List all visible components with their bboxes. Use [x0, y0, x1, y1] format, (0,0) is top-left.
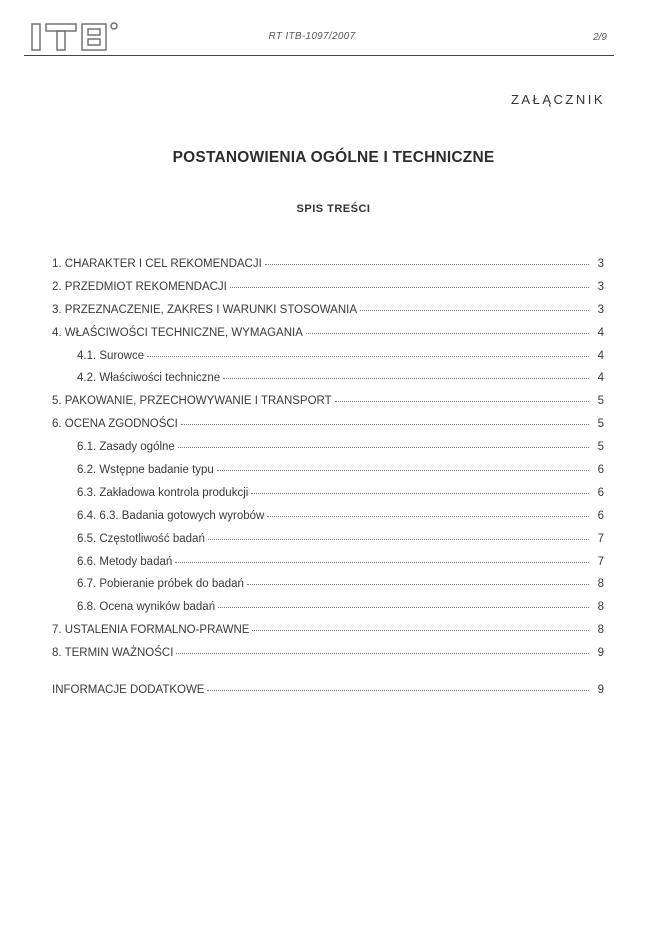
toc-leader — [176, 652, 589, 654]
toc-leader — [306, 332, 589, 334]
document-reference: RT ITB-1097/2007 — [268, 31, 356, 42]
toc-entry — [52, 304, 604, 327]
toc-entry — [52, 395, 604, 418]
toc-entry-title: 8. TERMIN WAŻNOŚCI — [52, 647, 174, 660]
toc-entry-page: 3 — [597, 258, 604, 270]
toc-entry-page: 8 — [597, 624, 604, 637]
toc-leader — [265, 263, 589, 265]
toc-entry-page: 3 — [597, 303, 604, 316]
annex-label: ZAŁĄCZNIK — [510, 92, 605, 107]
toc-entry-title: 4.2. Właściwości techniczne — [77, 372, 221, 385]
toc-entry-page: 6 — [597, 509, 604, 522]
toc-entry-page: 5 — [597, 395, 604, 408]
toc-entry — [52, 258, 604, 281]
toc-entry-title: 6.3. Zakładowa kontrola produkcji — [77, 486, 249, 499]
toc-entry-title: 4. WŁAŚCIWOŚCI TECHNICZNE, WYMAGANIA — [52, 326, 303, 339]
toc-leader — [223, 377, 589, 379]
toc-entry-title: 6.8. Ocena wyników badań — [77, 601, 216, 614]
toc-entry-page: 6 — [597, 464, 604, 477]
toc-entry-page: 5 — [597, 418, 604, 431]
toc-leader — [217, 469, 589, 471]
toc-entry — [52, 624, 604, 647]
toc-subentry — [52, 510, 604, 533]
toc-entry-page: 7 — [597, 555, 604, 568]
toc-subentry — [52, 533, 604, 556]
toc-entry-title: 6.5. Częstotliwość badań — [77, 532, 205, 545]
toc-entry-title: 6.7. Pobieranie próbek do badań — [77, 578, 244, 591]
toc-leader — [181, 423, 589, 425]
toc-entry-page: 4 — [597, 349, 604, 362]
toc-entry — [52, 647, 604, 670]
toc-entry-page: 8 — [597, 601, 604, 614]
itb-logo — [30, 20, 148, 54]
toc-entry-title: 1. CHARAKTER I CEL REKOMENDACJI — [52, 258, 262, 270]
toc-leader — [230, 286, 589, 288]
toc-leader — [252, 629, 589, 631]
toc-subentry — [52, 578, 604, 601]
toc-leader — [360, 309, 589, 311]
toc-entry-title: INFORMACJE DODATKOWE — [52, 684, 205, 697]
toc-entry-title: 2. PRZEDMIOT REKOMENDACJI — [52, 280, 227, 293]
toc-entry-page: 5 — [597, 441, 604, 454]
toc-leader — [178, 446, 589, 448]
toc-entry-page: 6 — [597, 486, 604, 499]
toc-entry-page: 4 — [597, 326, 604, 339]
toc-entry — [52, 684, 604, 707]
toc-entry-page: 3 — [597, 280, 604, 293]
toc-leader — [251, 492, 589, 494]
toc-entry-title: 7. USTALENIA FORMALNO-PRAWNE — [52, 624, 250, 637]
toc-entry — [52, 281, 604, 304]
toc-entry-page: 9 — [597, 647, 604, 660]
toc-entry-title: 6.1. Zasady ogólne — [77, 441, 175, 454]
toc-subentry — [52, 372, 604, 395]
toc-heading: SPIS TREŚCI — [296, 203, 371, 215]
page-number: 2/9 — [593, 32, 607, 43]
toc-entry-title: 6.2. Wstępne badanie typu — [77, 464, 214, 477]
toc-entry-page: 9 — [597, 684, 604, 697]
toc-subentry — [52, 556, 604, 579]
toc-leader — [147, 355, 589, 357]
toc-entry-title: 3. PRZEZNACZENIE, ZAKRES I WARUNKI STOSOWANIA — [52, 303, 358, 316]
toc-entry-title: 6.4. 6.3. Badania gotowych wyrobów — [77, 509, 265, 522]
toc-subentry — [52, 441, 604, 464]
header-divider — [24, 55, 614, 56]
toc-leader — [175, 561, 589, 563]
toc-entry — [52, 327, 604, 350]
toc-entry — [52, 418, 604, 441]
toc-leader — [267, 515, 589, 517]
toc-leader — [247, 583, 589, 585]
toc-entry-title: 5. PAKOWANIE, PRZECHOWYWANIE I TRANSPORT — [52, 395, 332, 408]
page-title: POSTANOWIENIA OGÓLNE I TECHNICZNE — [172, 149, 495, 166]
table-of-contents — [52, 258, 604, 707]
toc-entry-title: 6. OCENA ZGODNOŚCI — [52, 418, 178, 431]
toc-subentry — [52, 601, 604, 624]
toc-leader — [207, 689, 589, 691]
toc-entry-page: 7 — [597, 532, 604, 545]
toc-entry-title: 6.6. Metody badań — [77, 555, 173, 568]
toc-entry-page: 4 — [597, 372, 604, 385]
toc-leader — [218, 606, 589, 608]
toc-subentry — [52, 350, 604, 373]
toc-entry-title: 4.1. Surowce — [77, 349, 145, 362]
toc-leader — [335, 400, 589, 402]
toc-subentry — [52, 487, 604, 510]
toc-entry-page: 8 — [597, 578, 604, 591]
toc-leader — [208, 538, 589, 540]
toc-subentry — [52, 464, 604, 487]
